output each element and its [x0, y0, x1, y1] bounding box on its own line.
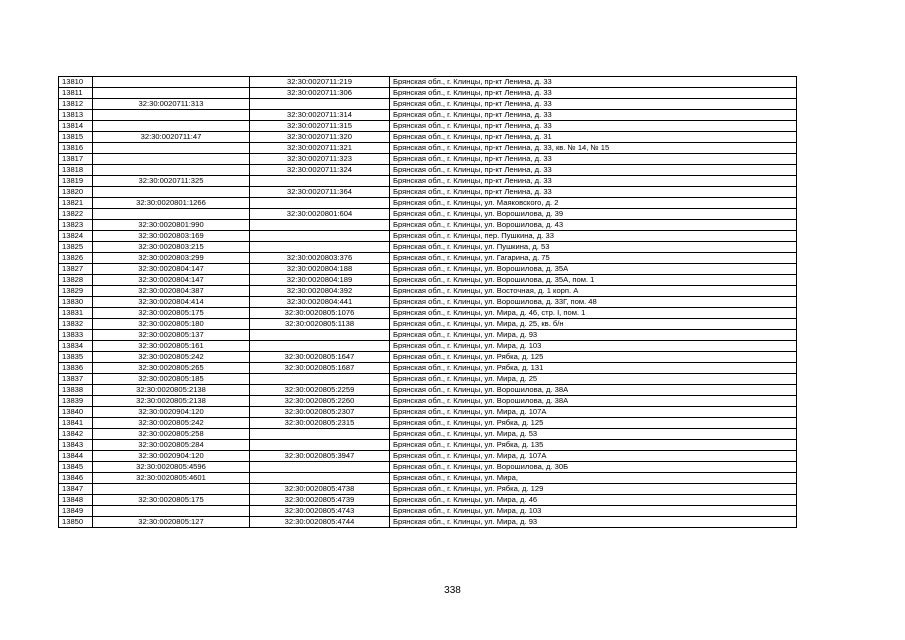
address-cell: Брянская обл., г. Клинцы, пр-кт Ленина, д. 33: [390, 110, 797, 121]
cadastral-number-cell: 32:30:0020805:284: [93, 440, 250, 451]
address-cell: Брянская обл., г. Клинцы, ул. Восточная, д. 1 корп. А: [390, 286, 797, 297]
cadastral-number-cell: [93, 154, 250, 165]
row-number-cell: 13832: [59, 319, 93, 330]
cadastral-number-cell: 32:30:0020803:299: [93, 253, 250, 264]
table-row: [59, 165, 797, 176]
row-number-cell: 13827: [59, 264, 93, 275]
building-cadastral-number-cell: [250, 374, 390, 385]
cadastral-number-cell: 32:30:0020805:258: [93, 429, 250, 440]
cadastral-number-cell: [93, 110, 250, 121]
row-number-cell: 13826: [59, 253, 93, 264]
table-row: [59, 286, 797, 297]
cadastral-number-cell: 32:30:0020805:180: [93, 319, 250, 330]
row-number-cell: 13821: [59, 198, 93, 209]
table-row: [59, 451, 797, 462]
cadastral-number-cell: 32:30:0020804:414: [93, 297, 250, 308]
address-cell: Брянская обл., г. Клинцы, ул. Мира, д. 25: [390, 374, 797, 385]
cadastral-number-cell: 32:30:0020711:47: [93, 132, 250, 143]
building-cadastral-number-cell: 32:30:0020711:323: [250, 154, 390, 165]
address-cell: Брянская обл., г. Клинцы, ул. Рябка, д. 135: [390, 440, 797, 451]
table-row: [59, 363, 797, 374]
address-cell: Брянская обл., г. Клинцы, ул. Мира,: [390, 473, 797, 484]
table-row: [59, 440, 797, 451]
row-number-cell: 13845: [59, 462, 93, 473]
cadastral-number-cell: [93, 121, 250, 132]
row-number-cell: 13838: [59, 385, 93, 396]
building-cadastral-number-cell: 32:30:0020805:1076: [250, 308, 390, 319]
address-cell: Брянская обл., г. Клинцы, ул. Рябка, д. 125: [390, 418, 797, 429]
table-row: [59, 110, 797, 121]
row-number-cell: 13844: [59, 451, 93, 462]
table-row: [59, 506, 797, 517]
building-cadastral-number-cell: 32:30:0020805:4744: [250, 517, 390, 528]
cadastral-number-cell: 32:30:0020801:990: [93, 220, 250, 231]
row-number-cell: 13810: [59, 77, 93, 88]
address-cell: Брянская обл., г. Клинцы, пр-кт Ленина, д. 33: [390, 88, 797, 99]
address-cell: Брянская обл., г. Клинцы, ул. Гагарина, д. 75: [390, 253, 797, 264]
cadastral-number-cell: 32:30:0020804:387: [93, 286, 250, 297]
cadastral-number-cell: 32:30:0020805:2138: [93, 385, 250, 396]
row-number-cell: 13848: [59, 495, 93, 506]
building-cadastral-number-cell: 32:30:0020805:1138: [250, 319, 390, 330]
cadastral-number-cell: [93, 187, 250, 198]
address-cell: Брянская обл., г. Клинцы, ул. Мира, д. 107А: [390, 407, 797, 418]
table-row: [59, 462, 797, 473]
row-number-cell: 13847: [59, 484, 93, 495]
row-number-cell: 13814: [59, 121, 93, 132]
building-cadastral-number-cell: 32:30:0020805:2259: [250, 385, 390, 396]
building-cadastral-number-cell: [250, 99, 390, 110]
cadastral-number-cell: [93, 143, 250, 154]
cadastral-number-cell: 32:30:0020805:242: [93, 418, 250, 429]
row-number-cell: 13846: [59, 473, 93, 484]
table-row: [59, 99, 797, 110]
row-number-cell: 13812: [59, 99, 93, 110]
building-cadastral-number-cell: 32:30:0020804:189: [250, 275, 390, 286]
table-row: [59, 374, 797, 385]
cadastral-number-cell: 32:30:0020803:215: [93, 242, 250, 253]
address-cell: Брянская обл., г. Клинцы, ул. Рябка, д. 129: [390, 484, 797, 495]
row-number-cell: 13818: [59, 165, 93, 176]
building-cadastral-number-cell: 32:30:0020711:219: [250, 77, 390, 88]
address-cell: Брянская обл., г. Клинцы, ул. Ворошилова, д. 39: [390, 209, 797, 220]
table-row: [59, 209, 797, 220]
table-row: [59, 517, 797, 528]
building-cadastral-number-cell: [250, 330, 390, 341]
row-number-cell: 13829: [59, 286, 93, 297]
address-cell: Брянская обл., г. Клинцы, ул. Мира, д. 46: [390, 495, 797, 506]
cadastral-number-cell: [93, 165, 250, 176]
building-cadastral-number-cell: 32:30:0020804:188: [250, 264, 390, 275]
cadastral-number-cell: 32:30:0020801:1266: [93, 198, 250, 209]
row-number-cell: 13841: [59, 418, 93, 429]
building-cadastral-number-cell: 32:30:0020805:2260: [250, 396, 390, 407]
table-row: [59, 264, 797, 275]
cadastral-number-cell: [93, 484, 250, 495]
building-cadastral-number-cell: 32:30:0020805:4738: [250, 484, 390, 495]
row-number-cell: 13831: [59, 308, 93, 319]
cadastral-number-cell: [93, 506, 250, 517]
building-cadastral-number-cell: 32:30:0020711:321: [250, 143, 390, 154]
building-cadastral-number-cell: 32:30:0020711:324: [250, 165, 390, 176]
address-cell: Брянская обл., г. Клинцы, ул. Мира, д. 46, стр. I, пом. 1: [390, 308, 797, 319]
cadastral-number-cell: 32:30:0020711:325: [93, 176, 250, 187]
cadastral-number-cell: [93, 77, 250, 88]
row-number-cell: 13834: [59, 341, 93, 352]
cadastral-number-cell: 32:30:0020805:127: [93, 517, 250, 528]
building-cadastral-number-cell: 32:30:0020711:314: [250, 110, 390, 121]
cadastral-number-cell: 32:30:0020805:242: [93, 352, 250, 363]
building-cadastral-number-cell: 32:30:0020805:2315: [250, 418, 390, 429]
table-row: [59, 319, 797, 330]
row-number-cell: 13813: [59, 110, 93, 121]
address-cell: Брянская обл., г. Клинцы, пр-кт Ленина, д. 33: [390, 165, 797, 176]
row-number-cell: 13820: [59, 187, 93, 198]
address-cell: Брянская обл., г. Клинцы, пр-кт Ленина, д. 33: [390, 187, 797, 198]
row-number-cell: 13830: [59, 297, 93, 308]
address-cell: Брянская обл., г. Клинцы, пр-кт Ленина, д. 33: [390, 77, 797, 88]
address-cell: Брянская обл., г. Клинцы, пр-кт Ленина, д. 33: [390, 176, 797, 187]
cadastral-number-cell: 32:30:0020805:4596: [93, 462, 250, 473]
cadastral-number-cell: [93, 209, 250, 220]
cadastral-number-cell: 32:30:0020711:313: [93, 99, 250, 110]
address-cell: Брянская обл., г. Клинцы, пр-кт Ленина, д. 33, кв. № 14, № 15: [390, 143, 797, 154]
building-cadastral-number-cell: 32:30:0020805:4743: [250, 506, 390, 517]
table-row: [59, 330, 797, 341]
cadastral-number-cell: 32:30:0020805:175: [93, 308, 250, 319]
building-cadastral-number-cell: [250, 198, 390, 209]
table-row: [59, 495, 797, 506]
address-cell: Брянская обл., г. Клинцы, ул. Ворошилова, д. 35А: [390, 264, 797, 275]
address-cell: Брянская обл., г. Клинцы, ул. Ворошилова, д. 43: [390, 220, 797, 231]
building-cadastral-number-cell: [250, 429, 390, 440]
row-number-cell: 13811: [59, 88, 93, 99]
building-cadastral-number-cell: [250, 440, 390, 451]
cadastral-number-cell: 32:30:0020904:120: [93, 407, 250, 418]
table-row: [59, 198, 797, 209]
row-number-cell: 13840: [59, 407, 93, 418]
row-number-cell: 13822: [59, 209, 93, 220]
table-row: [59, 352, 797, 363]
registry-table: [58, 76, 797, 528]
table-row: [59, 275, 797, 286]
address-cell: Брянская обл., г. Клинцы, пр-кт Ленина, д. 31: [390, 132, 797, 143]
cadastral-number-cell: 32:30:0020805:185: [93, 374, 250, 385]
building-cadastral-number-cell: [250, 473, 390, 484]
building-cadastral-number-cell: 32:30:0020711:364: [250, 187, 390, 198]
row-number-cell: 13849: [59, 506, 93, 517]
building-cadastral-number-cell: 32:30:0020805:1687: [250, 363, 390, 374]
row-number-cell: 13825: [59, 242, 93, 253]
row-number-cell: 13817: [59, 154, 93, 165]
row-number-cell: 13850: [59, 517, 93, 528]
registry-table-body: [59, 77, 797, 528]
table-row: [59, 132, 797, 143]
row-number-cell: 13823: [59, 220, 93, 231]
row-number-cell: 13819: [59, 176, 93, 187]
table-row: [59, 253, 797, 264]
building-cadastral-number-cell: [250, 242, 390, 253]
address-cell: Брянская обл., г. Клинцы, пер. Пушкина, д. 33: [390, 231, 797, 242]
row-number-cell: 13833: [59, 330, 93, 341]
table-row: [59, 429, 797, 440]
cadastral-number-cell: 32:30:0020804:147: [93, 264, 250, 275]
building-cadastral-number-cell: [250, 341, 390, 352]
building-cadastral-number-cell: [250, 231, 390, 242]
row-number-cell: 13824: [59, 231, 93, 242]
address-cell: Брянская обл., г. Клинцы, ул. Мира, д. 93: [390, 517, 797, 528]
building-cadastral-number-cell: 32:30:0020711:315: [250, 121, 390, 132]
address-cell: Брянская обл., г. Клинцы, ул. Мира, д. 53: [390, 429, 797, 440]
cadastral-number-cell: 32:30:0020805:161: [93, 341, 250, 352]
table-row: [59, 418, 797, 429]
cadastral-number-cell: 32:30:0020804:147: [93, 275, 250, 286]
address-cell: Брянская обл., г. Клинцы, ул. Мира, д. 107А: [390, 451, 797, 462]
cadastral-number-cell: 32:30:0020805:137: [93, 330, 250, 341]
table-row: [59, 143, 797, 154]
address-cell: Брянская обл., г. Клинцы, пр-кт Ленина, д. 33: [390, 99, 797, 110]
table-row: [59, 297, 797, 308]
address-cell: Брянская обл., г. Клинцы, ул. Мира, д. 93: [390, 330, 797, 341]
row-number-cell: 13843: [59, 440, 93, 451]
table-row: [59, 484, 797, 495]
cadastral-number-cell: 32:30:0020904:120: [93, 451, 250, 462]
row-number-cell: 13837: [59, 374, 93, 385]
building-cadastral-number-cell: 32:30:0020801:604: [250, 209, 390, 220]
row-number-cell: 13839: [59, 396, 93, 407]
table-row: [59, 154, 797, 165]
cadastral-number-cell: [93, 88, 250, 99]
table-row: [59, 396, 797, 407]
row-number-cell: 13828: [59, 275, 93, 286]
table-row: [59, 121, 797, 132]
address-cell: Брянская обл., г. Клинцы, пр-кт Ленина, д. 33: [390, 121, 797, 132]
building-cadastral-number-cell: 32:30:0020805:2307: [250, 407, 390, 418]
building-cadastral-number-cell: [250, 220, 390, 231]
building-cadastral-number-cell: [250, 176, 390, 187]
address-cell: Брянская обл., г. Клинцы, ул. Ворошилова, д. 38А: [390, 396, 797, 407]
table-row: [59, 385, 797, 396]
address-cell: Брянская обл., г. Клинцы, ул. Ворошилова, д. 38А: [390, 385, 797, 396]
cadastral-number-cell: 32:30:0020805:4601: [93, 473, 250, 484]
table-row: [59, 341, 797, 352]
row-number-cell: 13842: [59, 429, 93, 440]
row-number-cell: 13816: [59, 143, 93, 154]
address-cell: Брянская обл., г. Клинцы, ул. Ворошилова, д. 35А, пом. 1: [390, 275, 797, 286]
table-row: [59, 407, 797, 418]
cadastral-number-cell: 32:30:0020803:169: [93, 231, 250, 242]
row-number-cell: 13835: [59, 352, 93, 363]
table-row: [59, 308, 797, 319]
row-number-cell: 13836: [59, 363, 93, 374]
address-cell: Брянская обл., г. Клинцы, пр-кт Ленина, д. 33: [390, 154, 797, 165]
table-row: [59, 220, 797, 231]
address-cell: Брянская обл., г. Клинцы, ул. Ворошилова, д. 33Г, пом. 48: [390, 297, 797, 308]
table-row: [59, 231, 797, 242]
building-cadastral-number-cell: 32:30:0020805:1647: [250, 352, 390, 363]
building-cadastral-number-cell: 32:30:0020805:4739: [250, 495, 390, 506]
address-cell: Брянская обл., г. Клинцы, ул. Рябка, д. 131: [390, 363, 797, 374]
address-cell: Брянская обл., г. Клинцы, ул. Пушкина, д. 53: [390, 242, 797, 253]
table-row: [59, 473, 797, 484]
building-cadastral-number-cell: 32:30:0020804:392: [250, 286, 390, 297]
table-row: [59, 242, 797, 253]
address-cell: Брянская обл., г. Клинцы, ул. Мира, д. 103: [390, 506, 797, 517]
building-cadastral-number-cell: 32:30:0020711:306: [250, 88, 390, 99]
row-number-cell: 13815: [59, 132, 93, 143]
building-cadastral-number-cell: 32:30:0020804:441: [250, 297, 390, 308]
building-cadastral-number-cell: [250, 462, 390, 473]
address-cell: Брянская обл., г. Клинцы, ул. Мира, д. 25, кв. б/н: [390, 319, 797, 330]
table-row: [59, 187, 797, 198]
page-number: 338: [444, 585, 461, 596]
building-cadastral-number-cell: 32:30:0020711:320: [250, 132, 390, 143]
address-cell: Брянская обл., г. Клинцы, ул. Маяковского, д. 2: [390, 198, 797, 209]
address-cell: Брянская обл., г. Клинцы, ул. Рябка, д. 125: [390, 352, 797, 363]
building-cadastral-number-cell: 32:30:0020803:376: [250, 253, 390, 264]
table-row: [59, 176, 797, 187]
table-row: [59, 88, 797, 99]
address-cell: Брянская обл., г. Клинцы, ул. Ворошилова, д. 30Б: [390, 462, 797, 473]
cadastral-number-cell: 32:30:0020805:175: [93, 495, 250, 506]
cadastral-number-cell: 32:30:0020805:265: [93, 363, 250, 374]
building-cadastral-number-cell: 32:30:0020805:3947: [250, 451, 390, 462]
address-cell: Брянская обл., г. Клинцы, ул. Мира, д. 103: [390, 341, 797, 352]
table-row: [59, 77, 797, 88]
cadastral-number-cell: 32:30:0020805:2138: [93, 396, 250, 407]
